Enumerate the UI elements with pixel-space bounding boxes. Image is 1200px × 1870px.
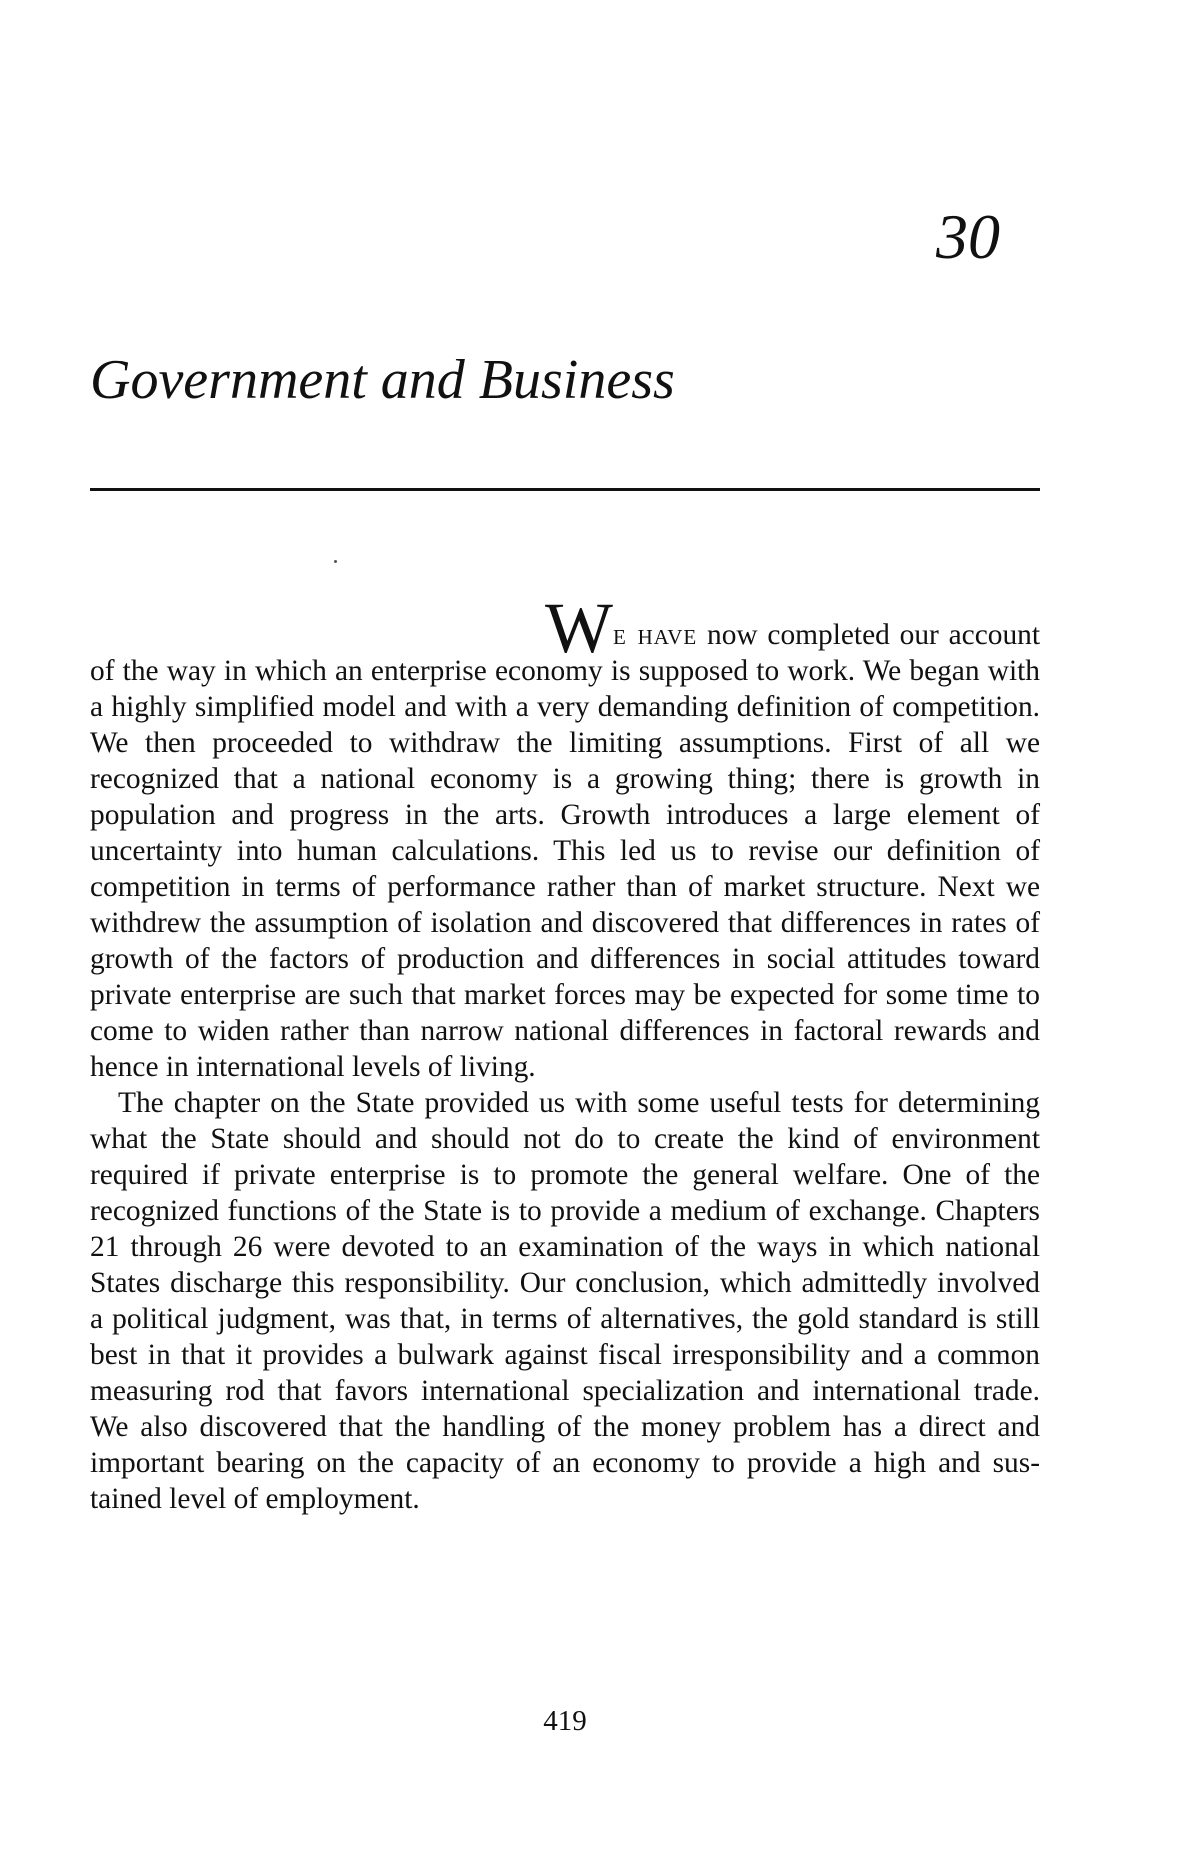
print-speck	[334, 560, 337, 563]
opening-small-caps: e have	[612, 619, 698, 651]
chapter-title: Government and Business	[90, 349, 675, 411]
paragraph-2	[90, 1085, 1040, 1517]
body-text	[90, 588, 1041, 1517]
paragraph-1-text: now completed our account of the way in which an enterprise economy is supposed to work. We began with a highly simplified model and with a very demanding definition of competition. We then proceeded to withdraw the limiting assumptions. First of all we recognized that a national economy is a growing thing; there is growth in population and progress in the arts. Growth introduces a large element of uncertainty into human calculations. This led us to revise our definition of competition in terms of performance rather than of market structure. Next we withdrew the assumption of isolation and discovered that differences in rates of growth of the factors of production and differences in social attitudes toward private enterprise are such that market forces may be expected for some time to come to widen rather than narrow national differences in factoral rewards and hence in international levels of living.	[90, 619, 1041, 1083]
chapter-number: 30	[936, 201, 1000, 272]
drop-cap: W	[545, 588, 613, 668]
title-rule	[90, 488, 1040, 491]
page-number: 419	[543, 1705, 587, 1737]
paragraph-1	[90, 588, 1041, 1085]
paragraph-2-text: The chapter on the State provided us with some useful tests for determining what the State should and should not do to create the kind of environment required if private enterprise is to promote the general welfare. One of the recognized functions of the State is to provide a medium of exchange. Chapters 21 through 26 were devoted to an examination of the ways in which national States discharge this responsibility. Our conclusion, which admittedly involved a political judgment, was that, in terms of alternatives, the gold standard is still best in that it provides a bulwark against fiscal irresponsibility and a common measuring rod that favors international specialization and international trade. We also discovered that the handling of the money problem has a direct and important bearing on the capacity of an economy to provide a high and sustained level of employment.	[90, 1087, 1040, 1515]
